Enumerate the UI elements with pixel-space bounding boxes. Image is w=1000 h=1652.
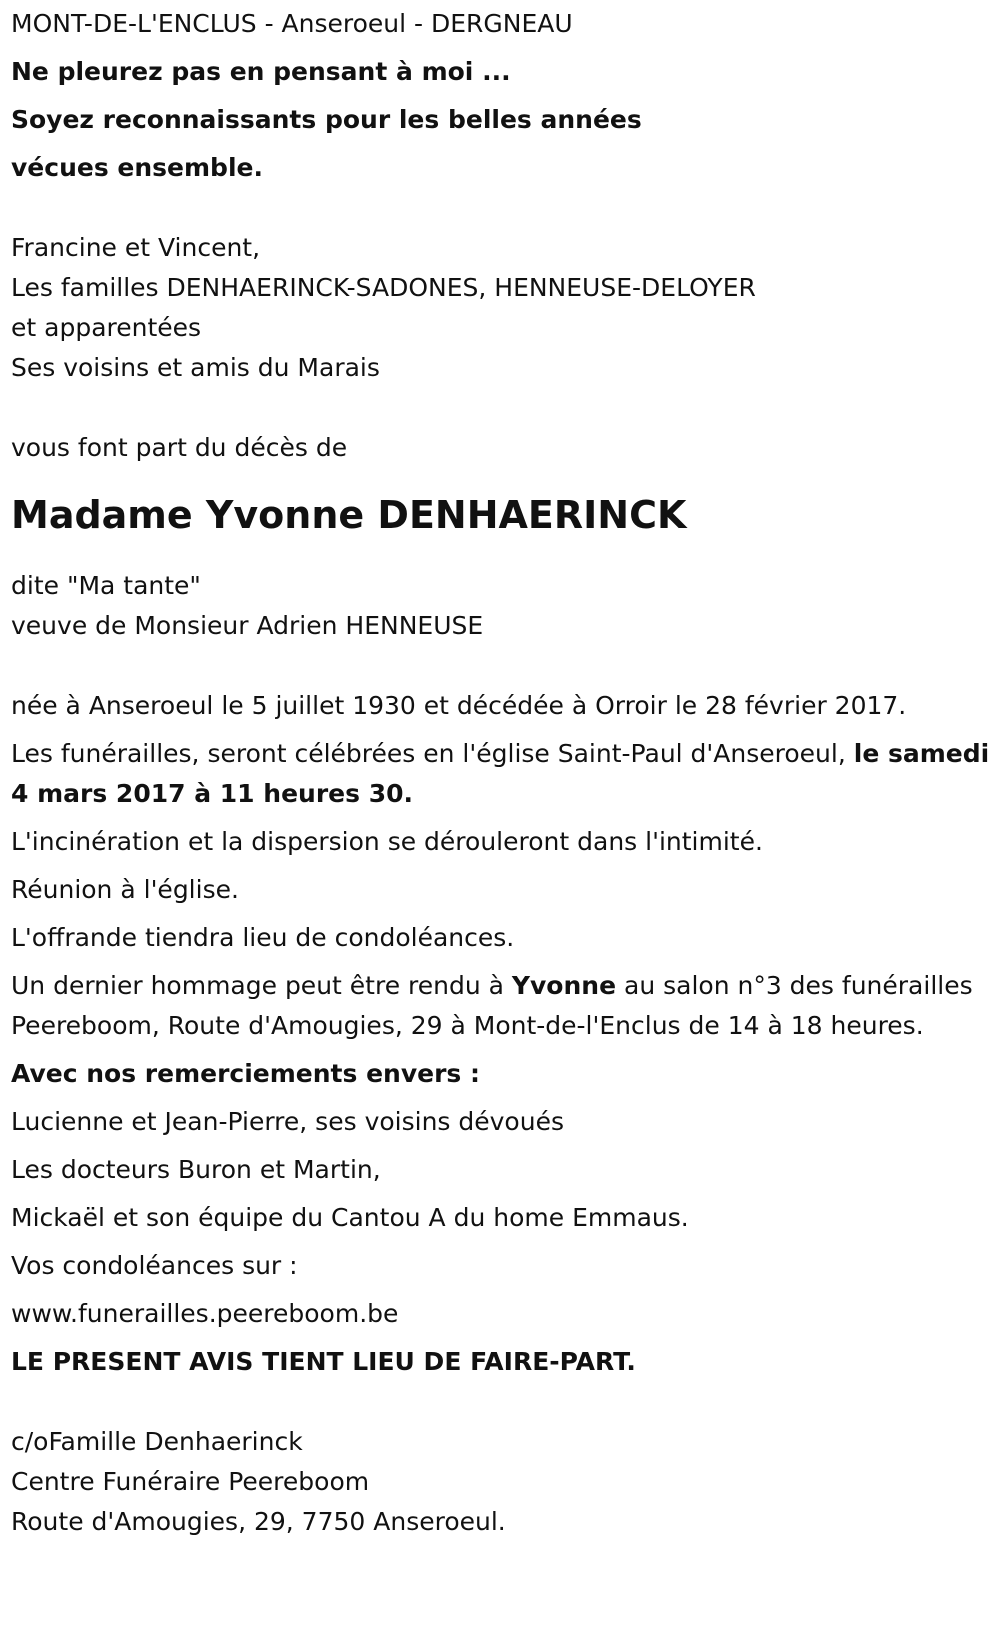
verse-line-2: Soyez reconnaissants pour les belles années [11, 105, 642, 134]
family-line-4: Ses voisins et amis du Marais [11, 353, 380, 382]
thanks-item: Les docteurs Buron et Martin, [11, 1155, 381, 1184]
verse-line-1: Ne pleurez pas en pensant à moi ... [11, 57, 511, 86]
offering-line: L'offrande tiendra lieu de condoléances. [11, 923, 515, 952]
thanks-item: Lucienne et Jean-Pierre, ses voisins dévoués [11, 1107, 564, 1136]
notice-line: LE PRESENT AVIS TIENT LIEU DE FAIRE-PART. [11, 1347, 636, 1376]
funeral-when: le samedi 4 mars 2017 à 11 heures 30. [11, 739, 990, 808]
dates-line: née à Anseroeul le 5 juillet 1930 et décédée à Orroir le 28 février 2017. [11, 691, 907, 720]
thanks-title: Avec nos remerciements envers : [11, 1059, 481, 1088]
homage-paragraph [11, 966, 991, 1046]
family-line-2: Les familles DENHAERINCK-SADONES, HENNEUSE-DELOYER [11, 273, 756, 302]
homage-name: Yvonne [511, 971, 617, 1000]
address-line-1: c/oFamille Denhaerinck [11, 1427, 303, 1456]
spouse-line: veuve de Monsieur Adrien HENNEUSE [11, 611, 484, 640]
deceased-name: Madame Yvonne DENHAERINCK [11, 493, 687, 537]
spacer [11, 646, 991, 686]
address-line-3: Route d'Amougies, 29, 7750 Anseroeul. [11, 1507, 506, 1536]
spacer [11, 388, 991, 428]
thanks-item: Mickaël et son équipe du Cantou A du home Emmaus. [11, 1203, 689, 1232]
condolences-url: www.funerailles.peereboom.be [11, 1299, 399, 1328]
family-line-1: Francine et Vincent, [11, 233, 261, 262]
spacer [11, 188, 991, 228]
homage-pre: Un dernier hommage peut être rendu à [11, 971, 512, 1000]
incineration-line: L'incinération et la dispersion se dérouleront dans l'intimité. [11, 827, 763, 856]
address-line-2: Centre Funéraire Peereboom [11, 1467, 370, 1496]
reunion-line: Réunion à l'église. [11, 875, 239, 904]
announce-line: vous font part du décès de [11, 433, 348, 462]
location-line: MONT-DE-L'ENCLUS - Anseroeul - DERGNEAU [11, 9, 573, 38]
verse-line-3: vécues ensemble. [11, 153, 263, 182]
spacer [11, 1382, 991, 1422]
condolences-label: Vos condoléances sur : [11, 1251, 298, 1280]
funeral-text: Les funérailles, seront célébrées en l'église Saint-Paul d'Anseroeul, [11, 739, 854, 768]
homage-post: au salon n°3 des funérailles Peereboom, Route d'Amougies, 29 à Mont-de-l'Enclus de 14 à 18 heures. [11, 971, 973, 1040]
family-line-3: et apparentées [11, 313, 202, 342]
funeral-paragraph [11, 734, 991, 814]
nickname-line: dite "Ma tante" [11, 571, 201, 600]
